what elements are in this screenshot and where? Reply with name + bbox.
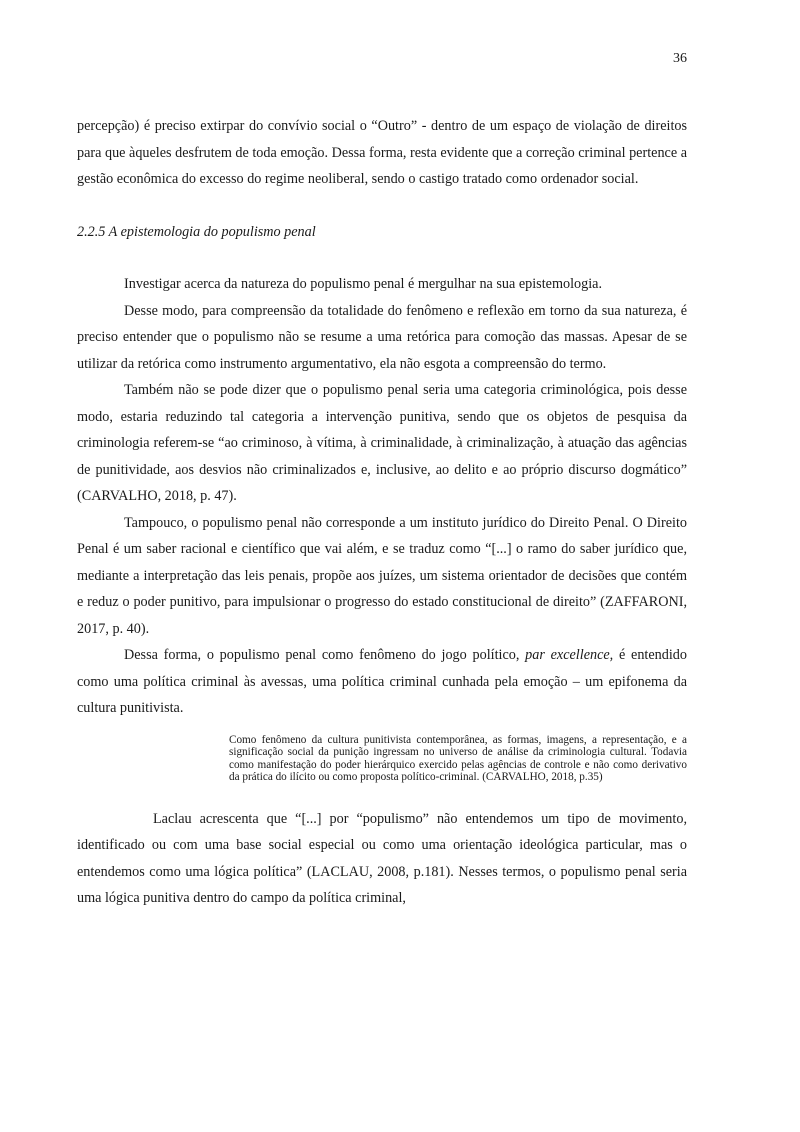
- section-heading: 2.2.5 A epistemologia do populismo penal: [77, 223, 316, 240]
- paragraph-laclau: Laclau acrescenta que “[...] por “populismo” não entendemos um tipo de movimento, identificado ou com uma base social especial ou como uma orientação ideológica particular, mas o entendemos como uma lógica política” (LACLAU, 2008, p.181). Nesses termos, o populismo penal seria uma lógica punitiva dentro do campo da política criminal,: [77, 810, 687, 907]
- paragraph-political-phenomenon-start: Dessa forma, o populismo penal como fenômeno do jogo político,: [124, 647, 526, 663]
- paragraph-criminal-law: Tampouco, o populismo penal não corresponde a um instituto jurídico do Direito Penal. O Direito Penal é um saber racional e científico que vai além, e se traduz como “[...] o ramo do saber jurídico que, mediante a interpretação das leis penais, propõe aos juízes, um sistema orientador de decisões que contém e reduz o poder punitivo, para impulsionar o progresso do estado constitucional de direito” (ZAFFARONI, 2017, p. 40).: [77, 514, 687, 637]
- paragraph-political-phenomenon-end: é entendido como uma política criminal às avessas, uma política criminal cunhada pela emoção – um epifonema da cultura punitivista.: [77, 647, 687, 716]
- paragraph-totality: Desse modo, para compreensão da totalidade do fenômeno e reflexão em torno da sua natureza, é preciso entender que o populismo não se resume a uma retórica para comoção das massas. Apesar de se utilizar da retórica como instrumento argumentativo, ela não esgota a compreensão do termo.: [77, 302, 687, 372]
- page-number: 36: [673, 51, 687, 66]
- paragraph-political-phenomenon: [77, 642, 687, 722]
- document-body: [77, 113, 687, 912]
- block-quote: Como fenômeno da cultura punitivista contemporânea, as formas, imagens, a representação, e a significação social da punição ingressam no universo de análise da criminologia cultural. Todavia como manifestação do poder hierárquico exercido pelas agências de controle e não como derivativo da prática do ilícito ou como proposta político-criminal. (CARVALHO, 2018, p.35): [229, 733, 687, 784]
- italic-phrase: par excellence,: [525, 647, 614, 663]
- paragraph-criminology: Também não se pode dizer que o populismo penal seria uma categoria criminológica, pois desse modo, estaria reduzindo tal categoria a intervenção punitiva, sendo que os objetos de pesquisa da criminologia referem-se “ao criminoso, à vítima, à criminalidade, à criminalização, à atuação das agências de punitividade, aos desvios não criminalizados e, inclusive, ao delito e ao próprio discurso dogmático” (CARVALHO, 2018, p. 47).: [77, 382, 687, 504]
- paragraph-epistemology-intro: Investigar acerca da natureza do populismo penal é mergulhar na sua epistemologia.: [124, 276, 602, 292]
- paragraph-continuation: percepção) é preciso extirpar do convívio social o “Outro” - dentro de um espaço de violação de direitos para que àqueles desfrutem de toda emoção. Dessa forma, resta evidente que a correção criminal pertence a gestão econômica do excesso do regime neoliberal, sendo o castigo tratado como ordenador social.: [77, 118, 687, 187]
